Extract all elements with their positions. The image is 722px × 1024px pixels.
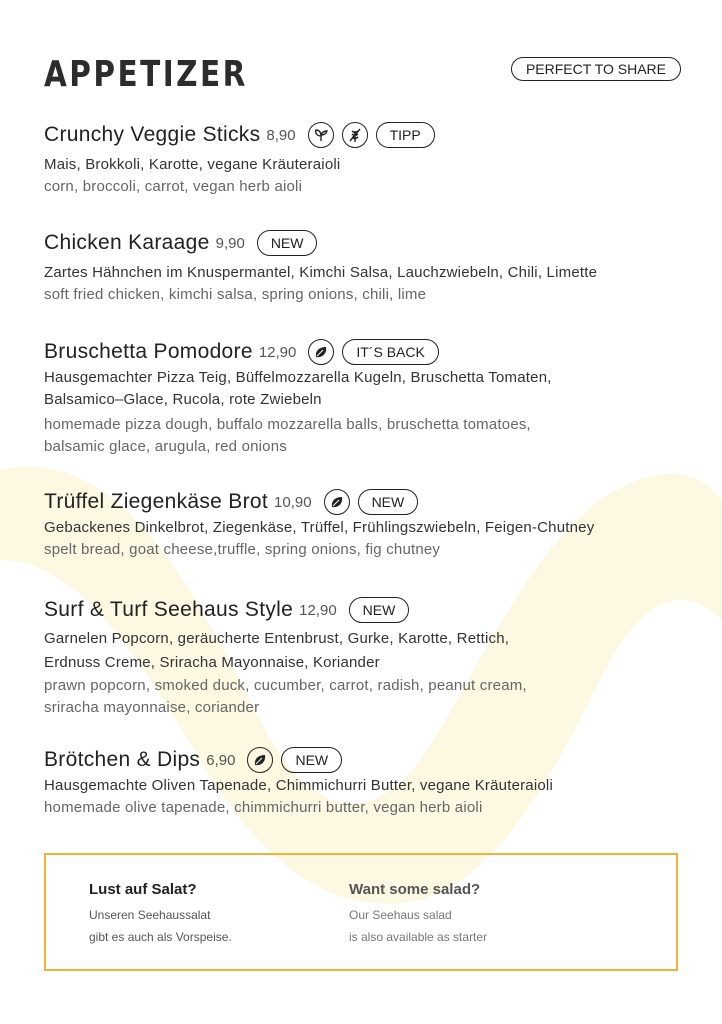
menu-item bbox=[44, 487, 594, 560]
item-description-en: balsamic glace, arugula, red onions bbox=[44, 437, 287, 455]
item-badge: IT´S BACK bbox=[342, 339, 438, 365]
vegetarian-leaf-icon bbox=[324, 489, 350, 515]
item-badge: NEW bbox=[349, 597, 410, 623]
item-name: Crunchy Veggie Sticks bbox=[44, 123, 261, 146]
menu-item bbox=[44, 595, 527, 718]
item-description-de: Balsamico–Glace, Rucola, rote Zwiebeln bbox=[44, 390, 322, 408]
salad-text-de: Unseren Seehaussalat bbox=[89, 908, 211, 922]
item-description-de: Zartes Hähnchen im Knuspermantel, Kimchi Salsa, Lauchzwiebeln, Chili, Limette bbox=[44, 264, 598, 281]
menu-item bbox=[44, 745, 553, 818]
menu-item bbox=[44, 337, 552, 457]
item-price: 12,90 bbox=[299, 601, 337, 619]
item-badge: NEW bbox=[281, 747, 342, 773]
menu-item bbox=[44, 120, 435, 197]
salad-text-de: gibt es auch als Vorspeise. bbox=[89, 930, 232, 944]
item-description-en: sriracha mayonnaise, coriander bbox=[44, 698, 260, 716]
item-description-en: homemade pizza dough, buffalo mozzarella balls, bruschetta tomatoes, bbox=[44, 416, 531, 433]
perfect-to-share-badge: PERFECT TO SHARE bbox=[511, 57, 681, 81]
salad-title-en: Want some salad? bbox=[349, 881, 481, 898]
item-name: Chicken Karaage bbox=[44, 231, 210, 254]
menu-item bbox=[44, 228, 597, 305]
item-description-de: Hausgemachter Pizza Teig, Büffelmozzarella Kugeln, Bruschetta Tomaten, bbox=[44, 369, 552, 386]
item-name: Surf & Turf Seehaus Style bbox=[44, 598, 294, 621]
vegetarian-leaf-icon bbox=[247, 747, 273, 773]
vegetarian-leaf-icon bbox=[308, 339, 334, 365]
item-price: 10,90 bbox=[274, 493, 312, 511]
item-name: Trüffel Ziegenkäse Brot bbox=[44, 490, 269, 513]
item-badge: NEW bbox=[358, 489, 419, 515]
item-description-de: Garnelen Popcorn, geräucherte Entenbrust, Gurke, Karotte, Rettich, bbox=[44, 630, 510, 647]
salad-info-box bbox=[44, 853, 678, 971]
gluten-free-icon bbox=[342, 122, 368, 148]
item-price: 12,90 bbox=[258, 343, 297, 361]
item-description-en: spelt bread, goat cheese,truffle, spring onions, fig chutney bbox=[44, 540, 441, 558]
item-price: 8,90 bbox=[266, 126, 296, 144]
item-price: 6,90 bbox=[206, 751, 236, 769]
salad-text-en: Our Seehaus salad bbox=[349, 908, 452, 922]
item-description-de: Erdnuss Creme, Sriracha Mayonnaise, Koriander bbox=[44, 654, 380, 671]
item-description-en: prawn popcorn, smoked duck, cucumber, carrot, radish, peanut cream, bbox=[44, 677, 527, 694]
item-name: Bruschetta Pomodore bbox=[44, 340, 253, 363]
item-badge: NEW bbox=[257, 230, 318, 256]
salad-text-en: is also available as starter bbox=[349, 930, 488, 944]
page-title: APPETIZER bbox=[44, 54, 248, 95]
salad-info-de bbox=[89, 881, 232, 948]
item-description-en: soft fried chicken, kimchi salsa, spring onions, chili, lime bbox=[44, 285, 427, 303]
item-description-en: homemade olive tapenade, chimmichurri butter, vegan herb aioli bbox=[44, 798, 483, 816]
item-description-de: Hausgemachte Oliven Tapenade, Chimmichurri Butter, vegane Kräuteraioli bbox=[44, 777, 553, 794]
item-name: Brötchen & Dips bbox=[44, 748, 201, 771]
vegan-leaf-icon bbox=[308, 122, 334, 148]
item-description-de: Gebackenes Dinkelbrot, Ziegenkäse, Trüffel, Frühlingszwiebeln, Feigen-Chutney bbox=[44, 519, 595, 536]
salad-info-en bbox=[349, 881, 487, 948]
item-description-de: Mais, Brokkoli, Karotte, vegane Kräuteraioli bbox=[44, 156, 341, 173]
item-price: 9,90 bbox=[215, 234, 245, 252]
item-description-en: corn, broccoli, carrot, vegan herb aioli bbox=[44, 177, 303, 195]
salad-title-de: Lust auf Salat? bbox=[89, 881, 197, 898]
item-badge: TIPP bbox=[376, 122, 435, 148]
